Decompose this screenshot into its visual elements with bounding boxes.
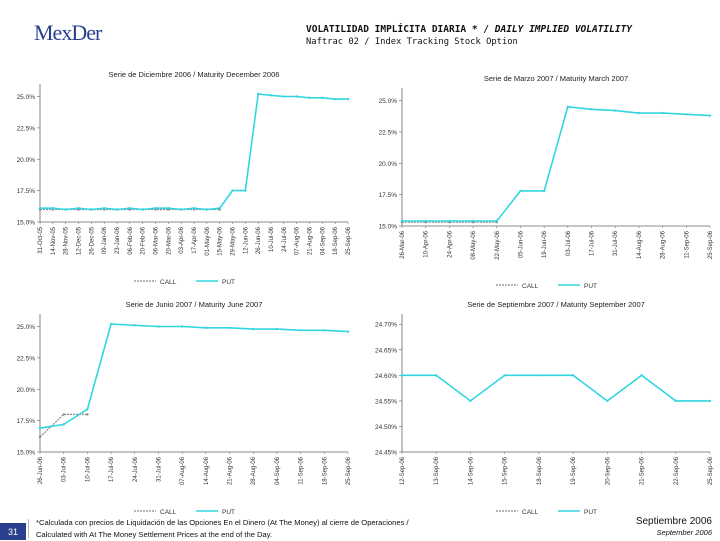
x-tick-label: 26-Mar-06 [400,231,406,259]
chart-svg [366,70,718,294]
x-tick-label: 24-Jul-06 [132,457,139,483]
y-tick-label: 24.60% [374,372,397,380]
series-put-line [402,375,710,401]
x-tick-label: 26-Jun-06 [38,457,44,485]
mexder-logo [34,18,102,48]
chart-title: Serie de Marzo 2007 / Maturity March 2007 [483,74,629,83]
chart-title: Serie de Junio 2007 / Maturity June 2007 [125,300,263,309]
x-tick-label: 19-Sep-06 [571,457,578,486]
x-tick-label: 24-Jul-06 [281,227,288,253]
x-tick-label: 31-Jul-06 [613,231,620,257]
y-tick-label: 22.5% [16,125,35,133]
y-tick-label: 24.70% [374,321,397,329]
x-tick-label: 07-Aug-06 [294,227,301,256]
x-tick-label: 20-Feb-06 [140,227,147,255]
x-tick-label: 10-Jul-06 [85,457,92,483]
x-tick-label: 18-Sep-06 [322,457,329,486]
y-tick-label: 24.55% [374,398,397,406]
footer-divider [28,519,29,538]
x-tick-label: 03-Jul-06 [61,457,68,483]
page-title [306,24,706,35]
x-tick-label: 28-Aug-06 [660,231,667,260]
legend-call-label: CALL [522,283,539,290]
title-es: VOLATILIDAD IMPLÍCITA DIARIA * / [306,24,495,35]
y-tick-label: 22.5% [378,129,397,137]
chart-title: Serie de Septiembre 2007 / Maturity September 2007 [467,300,645,309]
y-tick-label: 17.5% [378,192,397,200]
page-header [306,24,706,47]
x-tick-label: 05-Jun-06 [518,231,525,259]
x-tick-label: 22-May-06 [494,231,501,260]
x-tick-label: 15-Sep-06 [502,457,509,486]
x-tick-label: 12-Sep-06 [400,457,406,486]
x-tick-label: 03-Apr-06 [179,227,186,254]
x-tick-label: 28-Aug-06 [251,457,258,486]
x-tick-label: 14-Aug-06 [203,457,210,486]
x-tick-label: 17-Jul-06 [589,231,596,257]
series-call-line [40,414,87,437]
x-tick-label: 17-Apr-06 [192,227,198,254]
y-tick-label: 24.45% [374,449,397,457]
page-subtitle: Naftrac 02 / Index Tracking Stock Option [306,37,518,47]
x-tick-label: 11-Sep-06 [684,231,691,259]
x-tick-label: 23-Jan-06 [115,227,121,255]
legend-call-label: CALL [522,509,539,516]
x-tick-label: 11-Sep-06 [298,457,305,485]
x-tick-label: 25-Sep-06 [708,457,714,486]
y-tick-label: 15.0% [16,219,35,227]
footer-note-es: *Calculada con precios de Liquidación de las Opciones En el Dinero (At The Money) al cierre de Operaciones / [36,518,409,527]
series-put [39,93,349,211]
x-tick-label: 18-Sep-06 [333,227,340,256]
series-put-line [402,107,710,221]
chart-svg [366,296,718,520]
x-tick-label: 12-Jun-06 [243,226,250,255]
y-tick-label: 25.0% [16,324,35,332]
series-call [39,413,89,438]
x-tick-label: 21-Sep-06 [639,457,646,486]
x-tick-label: 01-May-06 [204,227,211,256]
x-tick-label: 08-May-06 [471,231,478,260]
y-tick-label: 17.5% [16,418,35,426]
x-tick-label: 25-Sep-06 [708,231,714,260]
y-tick-label: 20.0% [378,160,397,168]
x-tick-label: 17-Jul-06 [109,457,116,483]
footer-note [36,517,409,541]
y-tick-label: 24.50% [374,423,397,431]
x-tick-label: 04-Sep-06 [320,227,327,256]
y-tick-label: 15.0% [378,223,397,231]
page-number: 31 [0,523,26,540]
chart-title: Serie de Diciembre 2006 / Maturity December 2006 [108,70,280,79]
x-tick-label: 25-Sep-06 [346,457,352,486]
x-tick-label: 13-Sep-06 [434,457,441,486]
x-tick-label: 06-Mar-06 [153,227,160,255]
x-tick-label: 09-Jan-06 [102,227,109,255]
x-tick-label: 26-Dec-05 [89,227,96,256]
x-tick-label: 14-Aug-06 [636,231,643,260]
series-put [401,374,711,402]
x-tick-label: 24-Apr-06 [447,231,454,258]
series-put-line [40,94,348,210]
x-tick-label: 03-Jul-06 [565,231,572,257]
logo-text: MexDer [34,20,102,45]
x-tick-label: 06-Feb-06 [127,227,134,255]
x-tick-label: 04-Sep-06 [274,457,281,486]
y-tick-label: 25.0% [16,94,35,102]
legend-put-label: PUT [584,283,597,290]
legend-put-label: PUT [584,509,597,516]
x-tick-label: 26-Jun-06 [256,227,263,255]
footer-date-en: September 2006 [656,528,712,537]
chart-march-2007 [366,70,718,294]
y-tick-label: 20.0% [16,156,35,164]
x-tick-label: 14-Nov-05 [50,227,57,256]
x-tick-label: 18-Sep-06 [536,457,543,486]
x-tick-label: 12-Dec-05 [76,227,83,256]
series-put [39,323,349,430]
x-tick-label: 07-Aug-06 [180,457,187,486]
x-tick-label: 21-Aug-06 [307,227,314,256]
x-tick-label: 21-Aug-06 [227,457,234,486]
footer-date [636,516,712,537]
x-tick-label: 22-Sep-06 [673,457,680,486]
x-tick-label: 15-May-06 [217,227,224,256]
footer-note-en: Calculated with At The Money Settlement Prices at the end of the Day. [36,530,273,539]
chart-september-2007 [366,296,718,520]
y-tick-label: 15.0% [16,449,35,457]
x-tick-label: 14-Sep-06 [468,457,475,486]
legend-call-label: CALL [160,279,177,286]
x-tick-label: 31-Jul-06 [156,457,163,483]
series-put-line [40,324,348,428]
chart-svg [4,66,356,290]
legend-put-label: PUT [222,509,235,516]
chart-june-2007 [4,296,356,520]
footer-date-es: Septiembre 2006 [635,516,712,527]
x-tick-label: 20-Mar-06 [166,227,173,255]
y-tick-label: 25.0% [378,98,397,106]
legend-call-label: CALL [160,509,177,516]
x-tick-label: 10-Apr-06 [423,231,430,258]
y-tick-label: 20.0% [16,386,35,394]
x-tick-label: 10-Jul-06 [269,227,275,253]
x-tick-label: 29-May-06 [230,227,237,256]
x-tick-label: 28-Nov-05 [63,227,70,256]
title-en: DAILY IMPLIED VOLATILITY [494,24,633,35]
y-tick-label: 22.5% [16,355,35,363]
x-tick-label: 31-Oct-05 [38,227,44,254]
x-tick-label: 19-Jun-06 [542,231,549,259]
chart-december-2006 [4,66,356,290]
y-tick-label: 17.5% [16,188,35,196]
x-tick-label: 25-Sep-06 [346,227,352,256]
x-tick-label: 20-Sep-06 [605,457,612,486]
y-tick-label: 24.65% [374,347,397,355]
series-put [401,106,711,223]
legend-put-label: PUT [222,279,235,286]
chart-svg [4,296,356,520]
